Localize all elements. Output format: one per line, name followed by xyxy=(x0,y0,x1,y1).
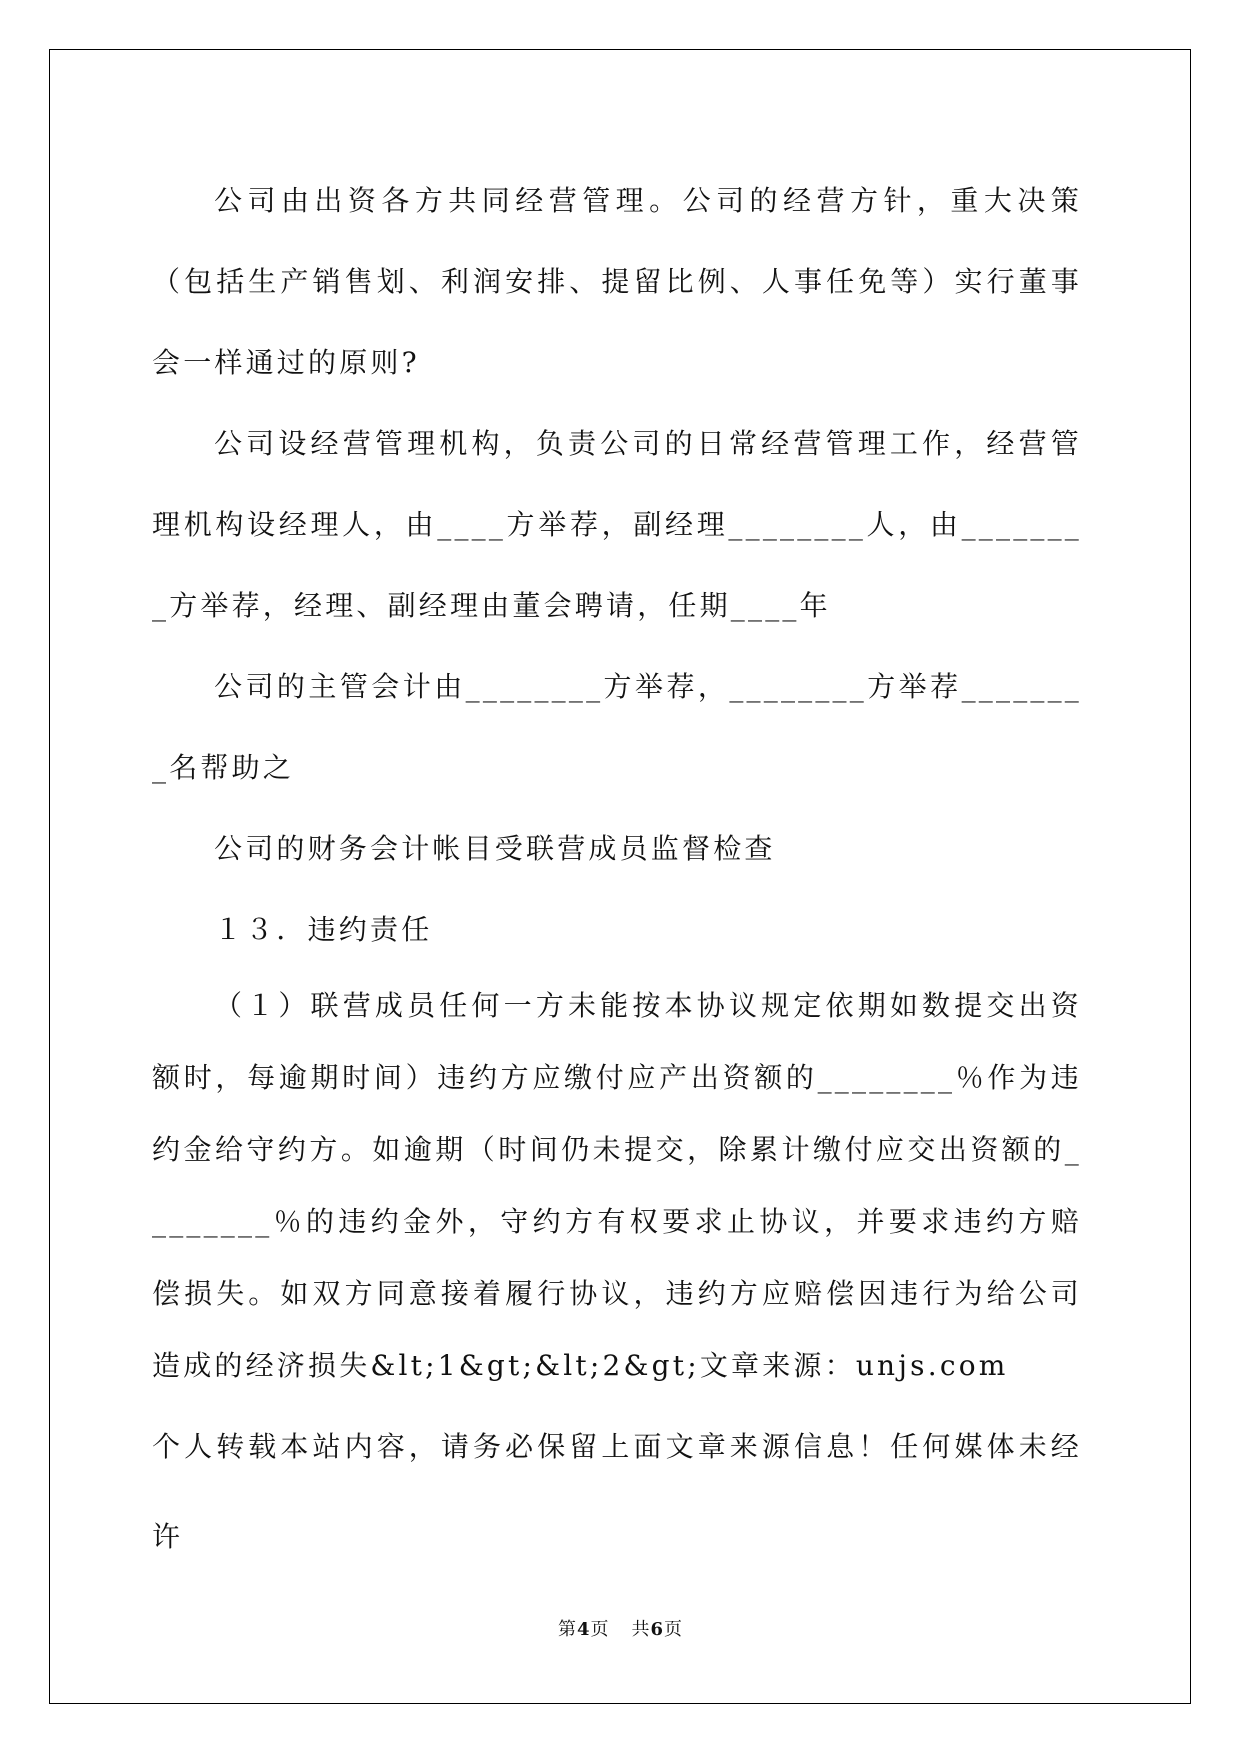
paragraph-managing-body: 公司设经营管理机构，负责公司的日常经营管理工作，经营管理机构设经理人，由____方举荐，副经理________人，由________方举荐，经理、副经理由董会聘请，任期____年 xyxy=(152,427,1082,622)
footer-total-prefix: 共 xyxy=(631,1619,651,1640)
document-body xyxy=(152,160,1082,1582)
footer-current-page: 4 xyxy=(576,1619,591,1640)
paragraph-financial-audit: 公司的财务会计帐目受联营成员监督检查 xyxy=(214,832,776,865)
section-heading-breach: １３．违约责任 xyxy=(214,913,433,946)
paragraph-copyright-notice: 个人转载本站内容，请务必保留上面文章来源信息！任何媒体未经许 xyxy=(152,1430,1082,1553)
footer-total-pages: 6 xyxy=(650,1619,665,1640)
footer-page-word: 页 xyxy=(590,1619,610,1640)
paragraph-breach-clause: （１）联营成员任何一方未能按本协议规定依期如数提交出资额时，每逾期时间）违约方应缴付应产出资额的________％作为违约金给守约方。如逾期（时间仍未提交，除累计缴付应交出资额的________％的违约金外，守约方有权要求止协议，并要求违约方赔偿损失。如双方同意接着履行协议，违约方应赔偿因违行为给公司造成的经济损失&lt;1&gt;&lt;2&gt;文章来源：unjs.com xyxy=(152,989,1082,1382)
page-number-footer xyxy=(0,1615,1241,1641)
paragraph-management: 公司由出资各方共同经营管理。公司的经营方针，重大决策（包括生产销售划、利润安排、提留比例、人事任免等）实行董事会一样通过的原则? xyxy=(152,184,1082,379)
footer-total-suffix: 页 xyxy=(664,1619,684,1640)
paragraph-accountant: 公司的主管会计由________方举荐，________方举荐________名帮助之 xyxy=(152,670,1082,784)
footer-prefix: 第 xyxy=(557,1619,577,1640)
